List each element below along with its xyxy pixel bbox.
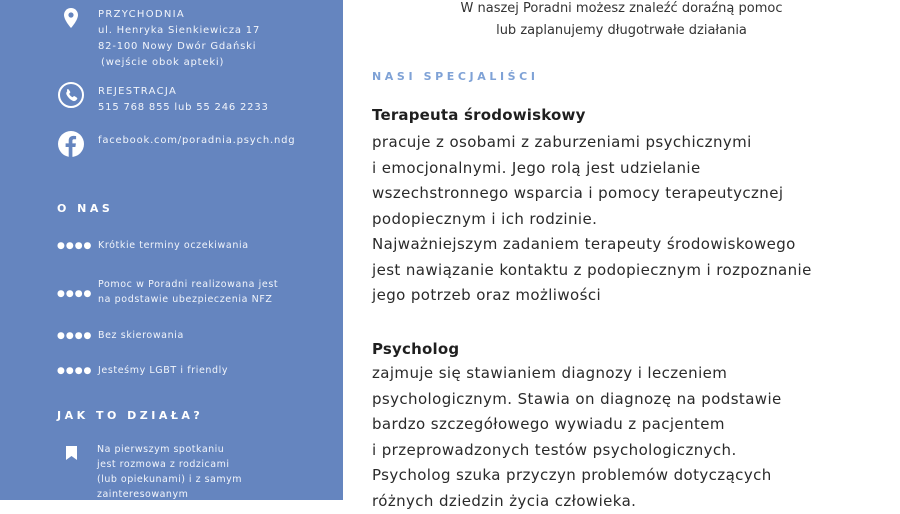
role-line: psychologicznym. Stawia on diagnozę na podstawie xyxy=(372,387,892,413)
main-content xyxy=(343,0,900,500)
role-line: jest nawiązanie kontaktu z podopiecznym i rozpoznanie xyxy=(372,258,892,284)
role-description-psychologist xyxy=(372,361,892,514)
specialists-heading: NASI SPECJALIŚCI xyxy=(372,70,539,83)
how-line4: zainteresowanym xyxy=(97,487,267,502)
registration-contact xyxy=(56,80,86,110)
about-item-lgbt xyxy=(57,366,91,376)
clinic-label: PRZYCHODNIA xyxy=(98,7,328,23)
bullet-dots: ●●●● xyxy=(57,366,91,376)
role-line: różnych dziedzin życia człowieka. xyxy=(372,489,892,514)
registration-info xyxy=(98,84,328,116)
clinic-address xyxy=(98,7,328,71)
role-line: Psycholog szuka przyczyn problemów dotyczących xyxy=(372,463,892,489)
bullet-dots: ●●●● xyxy=(57,241,91,251)
role-title-therapist: Terapeuta środowiskowy xyxy=(372,106,586,124)
role-line: wszechstronnego wsparcia i pomocy terapeutycznej xyxy=(372,181,892,207)
bookmark-icon xyxy=(66,445,77,459)
role-description-therapist xyxy=(372,130,892,309)
intro-line2: lub zaplanujemy długotrwałe działania xyxy=(343,20,900,42)
sidebar xyxy=(0,0,343,500)
role-line: podopiecznym i ich rodzinie. xyxy=(372,207,892,233)
phone-icon xyxy=(56,80,86,110)
how-line1: Na pierwszym spotkaniu xyxy=(97,442,267,457)
registration-phones[interactable]: 515 768 855 lub 55 246 2233 xyxy=(98,100,328,116)
about-item-text xyxy=(98,277,313,307)
about-item-text: Krótkie terminy oczekiwania xyxy=(98,238,313,253)
how-line3: (lub opiekunami) i z samym xyxy=(97,472,267,487)
role-line: i przeprowadzonych testów psychologicznych. xyxy=(372,438,892,464)
facebook-link[interactable]: facebook.com/poradnia.psych.ndg xyxy=(98,133,328,149)
about-item-text: Jesteśmy LGBT i friendly xyxy=(98,363,313,378)
location-pin-icon xyxy=(56,3,86,33)
how-it-works-text xyxy=(97,442,267,502)
role-line: i emocjonalnymi. Jego rolą jest udzielanie xyxy=(372,156,892,182)
about-item-short-wait xyxy=(57,241,91,251)
role-line: zajmuje się stawianiem diagnozy i leczeniem xyxy=(372,361,892,387)
facebook-icon[interactable] xyxy=(56,129,86,159)
clinic-contact xyxy=(56,3,86,33)
clinic-entrance-note: (wejście obok apteki) xyxy=(98,55,328,71)
about-item-text: Bez skierowania xyxy=(98,328,313,343)
role-line: pracuje z osobami z zaburzeniami psychicznymi xyxy=(372,130,892,156)
bullet-dots: ●●●● xyxy=(57,289,91,299)
about-title: O NAS xyxy=(57,202,113,215)
registration-label: REJESTRACJA xyxy=(98,84,328,100)
clinic-street: ul. Henryka Sienkiewicza 17 xyxy=(98,23,328,39)
role-title-psychologist: Psycholog xyxy=(372,340,459,358)
about-item-text-line2: na podstawie ubezpieczenia NFZ xyxy=(98,292,313,307)
role-line: Najważniejszym zadaniem terapeuty środowiskowego xyxy=(372,232,892,258)
about-item-text-line1: Pomoc w Poradni realizowana jest xyxy=(98,277,313,292)
role-line: bardzo szczegółowego wywiadu z pacjentem xyxy=(372,412,892,438)
about-item-nfz xyxy=(57,289,91,299)
role-line: jego potrzeb oraz możliwości xyxy=(372,283,892,309)
how-it-works-title: JAK TO DZIAŁA? xyxy=(57,409,203,422)
facebook-contact xyxy=(56,129,86,159)
intro-line1: W naszej Poradni możesz znaleźć doraźną pomoc xyxy=(343,0,900,20)
how-line2: jest rozmowa z rodzicami xyxy=(97,457,267,472)
about-item-no-referral xyxy=(57,331,91,341)
bullet-dots: ●●●● xyxy=(57,331,91,341)
clinic-city: 82-100 Nowy Dwór Gdański xyxy=(98,39,328,55)
